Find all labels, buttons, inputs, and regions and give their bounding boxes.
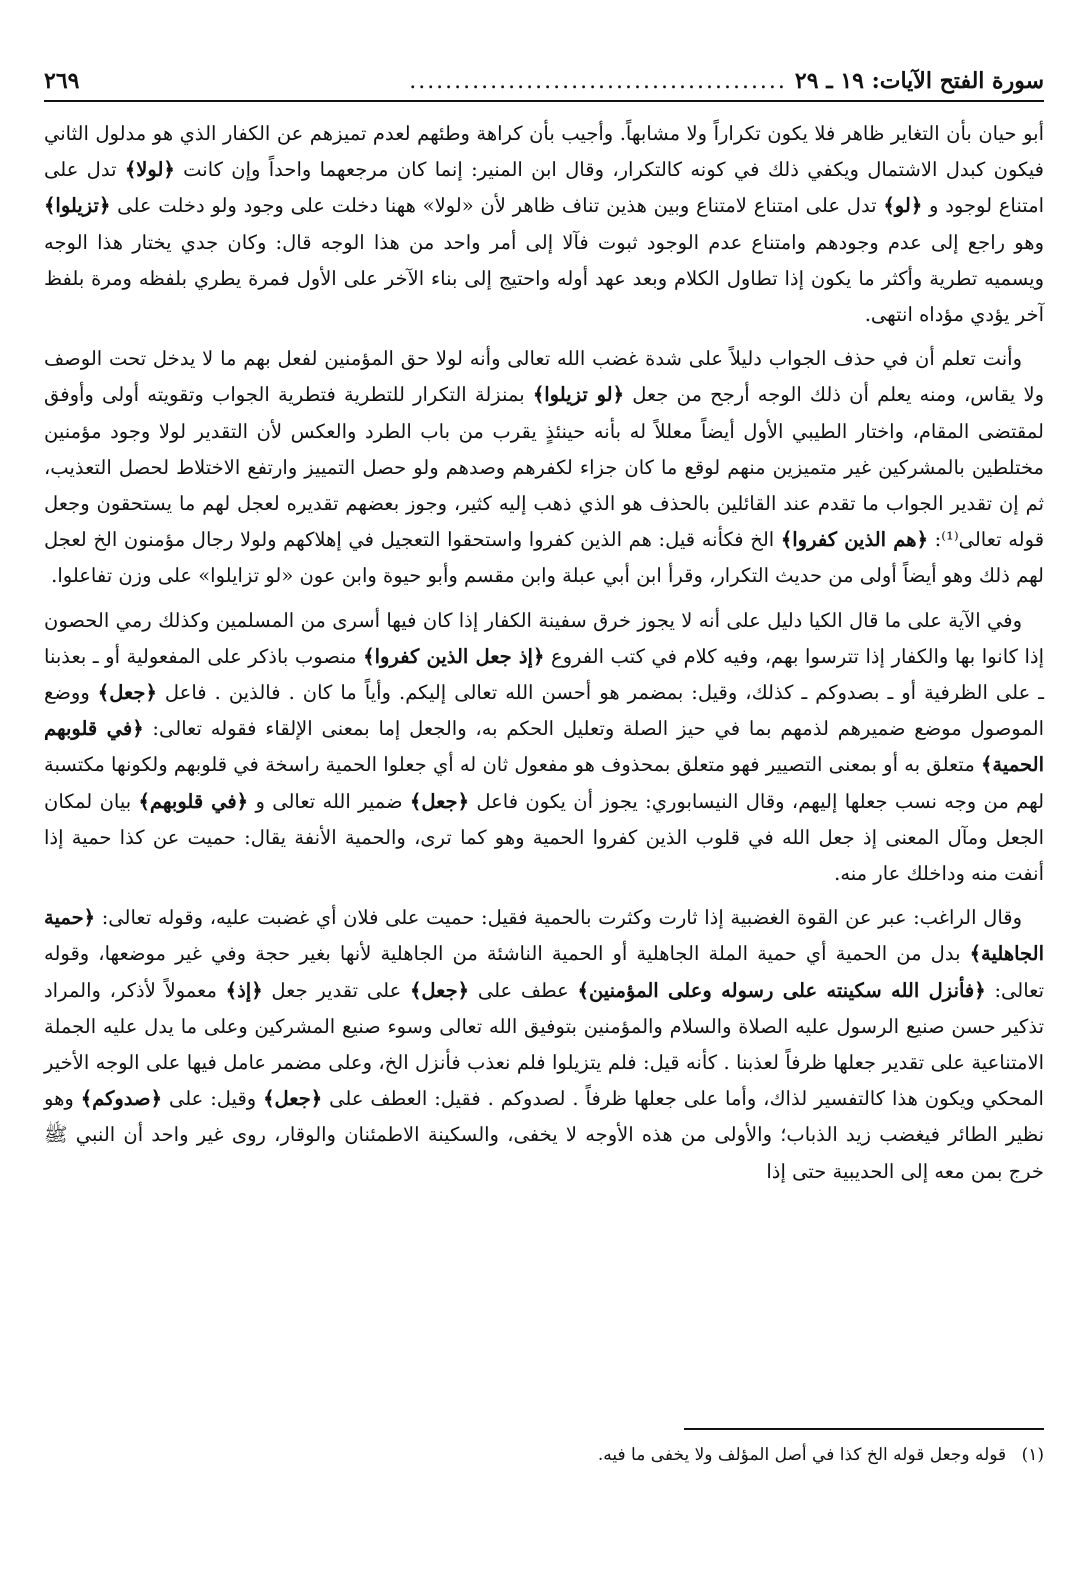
paragraph-1: أبو حيان بأن التغاير ظاهر فلا يكون تكراراً ولا مشابهاً. وأجيب بأن كراهة وطئهم لعدم تميزهم عن الكفار الذي هو مدلول الثاني فيكون كبدل الاشتمال ويكفي ذلك في كونه كالتكرار، وقال ابن المنير: إنما كان مرجعهما واحداً وإن كانت ﴿لولا﴾ تدل على امتناع لوجود و ﴿لو﴾ تدل على امتناع لامتناع وبين هذين تناف ظاهر لأن «لولا» ههنا دخلت على وجود ولو دخلت على ﴿تزيلوا﴾ وهو راجع إلى عدم وجودهم وامتناع عدم الوجود ثبوت فآلا إلى أمر واحد من هذا الوجه قال: وكان جدي يختار هذا الوجه ويسميه تطرية وأكثر ما يكون إذا تطاول الكلام وبعد عهد أوله واحتيج إلى بناء الآخر على الأول فمرة يطري بلفظه ومرة بلفظ آخر يؤدي مؤداه انتهى. [44, 122, 1044, 327]
header-leader-dots: .......................................... [409, 69, 787, 94]
quran-quote: ﴿لو تزيلوا﴾ [532, 383, 625, 407]
quran-quote: ﴿صدوكم﴾ [80, 1087, 163, 1111]
paragraph-4: وقال الراغب: عبر عن القوة الغضبية إذا ثارت وكثرت بالحمية فقيل: حميت على فلان أي غضبت عليه، وقوله تعالى: ﴿حمية الجاهلية﴾ بدل من الحمية أي حمية الملة الجاهلية أو الحمية الناشئة من الجاهلية لأنها بغير حجة وفي غير موضعها، وقوله تعالى: ﴿فأنزل الله سكينته على رسوله وعلى المؤمنين﴾ عطف على ﴿جعل﴾ على تقدير جعل ﴿إذ﴾ معمولاً لأذكر، والمراد تذكير حسن صنيع الرسول عليه الصلاة والسلام والمؤمنين بتوفيق الله تعالى وسوء صنيع المشركين وعلى ما يدل عليه الجملة الامتناعية على تقدير جعلها ظرفاً لعذبنا . كأنه قيل: فلم يتزيلوا فلم نعذب فأنزل الخ، وعلى مضمر عامل فيها على الوجه الأخير المحكي ويكون هذا كالتفسير لذاك، وأما على جعلها ظرفاً . لصدوكم . فقيل: العطف على ﴿جعل﴾ وقيل: على ﴿صدوكم﴾ وهو نظير الطائر فيغضب زيد الذباب؛ والأولى من هذه الأوجه لا يخفى، والسكينة الاطمئنان والوقار، روى غير واحد أن النبي ﷺ خرج بمن معه إلى الحديبية حتى إذا [44, 906, 1044, 1183]
document-page [44, 58, 1044, 1558]
quran-quote: ﴿لولا﴾ [124, 158, 175, 182]
paragraph-2: وأنت تعلم أن في حذف الجواب دليلاً على شدة غضب الله تعالى وأنه لولا حق المؤمنين لفعل بهم ما لا يدخل تحت الوصف ولا يقاس، ومنه يعلم أن ذلك الوجه أرجح من جعل ﴿لو تزيلوا﴾ بمنزلة التكرار للتطرية فتطرية الجواب وتقويته أولى وأوفق لمقتضى المقام، واختار الطيبي الأول أيضاً معللاً له بأنه حينئذٍ يقرب من باب الطرد والعكس لأن التقدير لولا وجود مؤمنين مختلطين بالمشركين غير متميزين منهم لوقع ما كان جزاء لكفرهم وصدهم ولو حصل التمييز وارتفع الاختلاط لحصل التعذيب، ثم إن تقدير الجواب ما تقدم عند القائلين بالحذف هو الذي ذهب إليه كثير، وجوز بعضهم تقديره لعجل لهم ما يستحقون وجعل قوله تعالى⁽¹⁾: ﴿هم الذين كفروا﴾ الخ فكأنه قيل: هم الذين كفروا واستحقوا التعجيل في إهلاكهم ولولا رجال مؤمنون الخ لعجل لهم ذلك وهو أيضاً أولى من حديث التكرار، وقرأ ابن أبي عبلة وابن مقسم وأبو حيوة وابن عون «لو تزايلوا» على وزن تفاعلوا. [44, 347, 1045, 588]
surah-title: سورة الفتح الآيات: ١٩ ـ ٢٩ [794, 68, 1044, 94]
quran-quote: ﴿تزيلوا﴾ [44, 194, 111, 218]
quran-quote: ﴿حمية الجاهلية﴾ [44, 906, 1044, 966]
footnote-number: (١) [1021, 1445, 1044, 1465]
footnote-text: قوله وجعل قوله الخ كذا في أصل المؤلف ولا يخفى ما فيه. [597, 1445, 1007, 1465]
page-number: ٢٦٩ [44, 68, 80, 94]
quran-quote: ﴿جعل﴾ [409, 789, 470, 813]
footnote [44, 1440, 1044, 1470]
quran-quote: ﴿في قلوبهم الحمية﴾ [44, 717, 1044, 777]
quran-quote: ﴿إذ﴾ [225, 978, 263, 1002]
page-header [44, 58, 1044, 102]
main-text [44, 116, 1044, 1198]
quran-quote: ﴿جعل﴾ [97, 681, 157, 705]
quran-quote: ﴿إذ جعل الذين كفروا﴾ [363, 644, 545, 668]
quran-quote: ﴿هم الذين كفروا﴾ [780, 528, 928, 552]
quran-quote: ﴿جعل﴾ [263, 1087, 323, 1111]
quran-quote: ﴿فأنزل الله سكينته على رسوله وعلى المؤمنين﴾ [577, 978, 986, 1002]
paragraph-3: وفي الآية على ما قال الكيا دليل على أنه لا يجوز خرق سفينة الكفار إذا كان فيها أسرى من المسلمين وكذلك رمي الحصون إذا كانوا بها والكفار إذا تترسوا بهم، وفيه كلام في كتب الفروع ﴿إذ جعل الذين كفروا﴾ منصوب باذكر على المفعولية أو ـ بعذبنا ـ على الظرفية أو ـ بصدوكم ـ كذلك، وقيل: بمضمر هو أحسن الله تعالى إليكم. وأياً ما كان . فالذين . فاعل ﴿جعل﴾ ووضع الموصول موضع ضميرهم لذمهم بما في حيز الصلة وتعليل الحكم به، والجعل إما بمعنى الإلقاء فقوله تعالى: ﴿في قلوبهم الحمية﴾ متعلق به أو بمعنى التصيير فهو متعلق بمحذوف هو مفعول ثان له أي جعلوا الحمية راسخة في قلوبهم ولكونها مكتسبة لهم من وجه نسب جعلها إليهم، وقال النيسابوري: يجوز أن يكون فاعل ﴿جعل﴾ ضمير الله تعالى و ﴿في قلوبهم﴾ بيان لمكان الجعل ومآل المعنى إذ جعل الله في قلوب الذين كفروا الحمية وهو كما ترى، والحمية الأنفة يقال: حميت عن كذا حمية إذا أنفت منه وداخلك عار منه. [44, 608, 1045, 886]
quran-quote: ﴿في قلوبهم﴾ [138, 789, 249, 813]
quran-quote: ﴿جعل﴾ [409, 978, 470, 1002]
footnote-divider [684, 1428, 1044, 1430]
quran-quote: ﴿لو﴾ [883, 194, 923, 218]
